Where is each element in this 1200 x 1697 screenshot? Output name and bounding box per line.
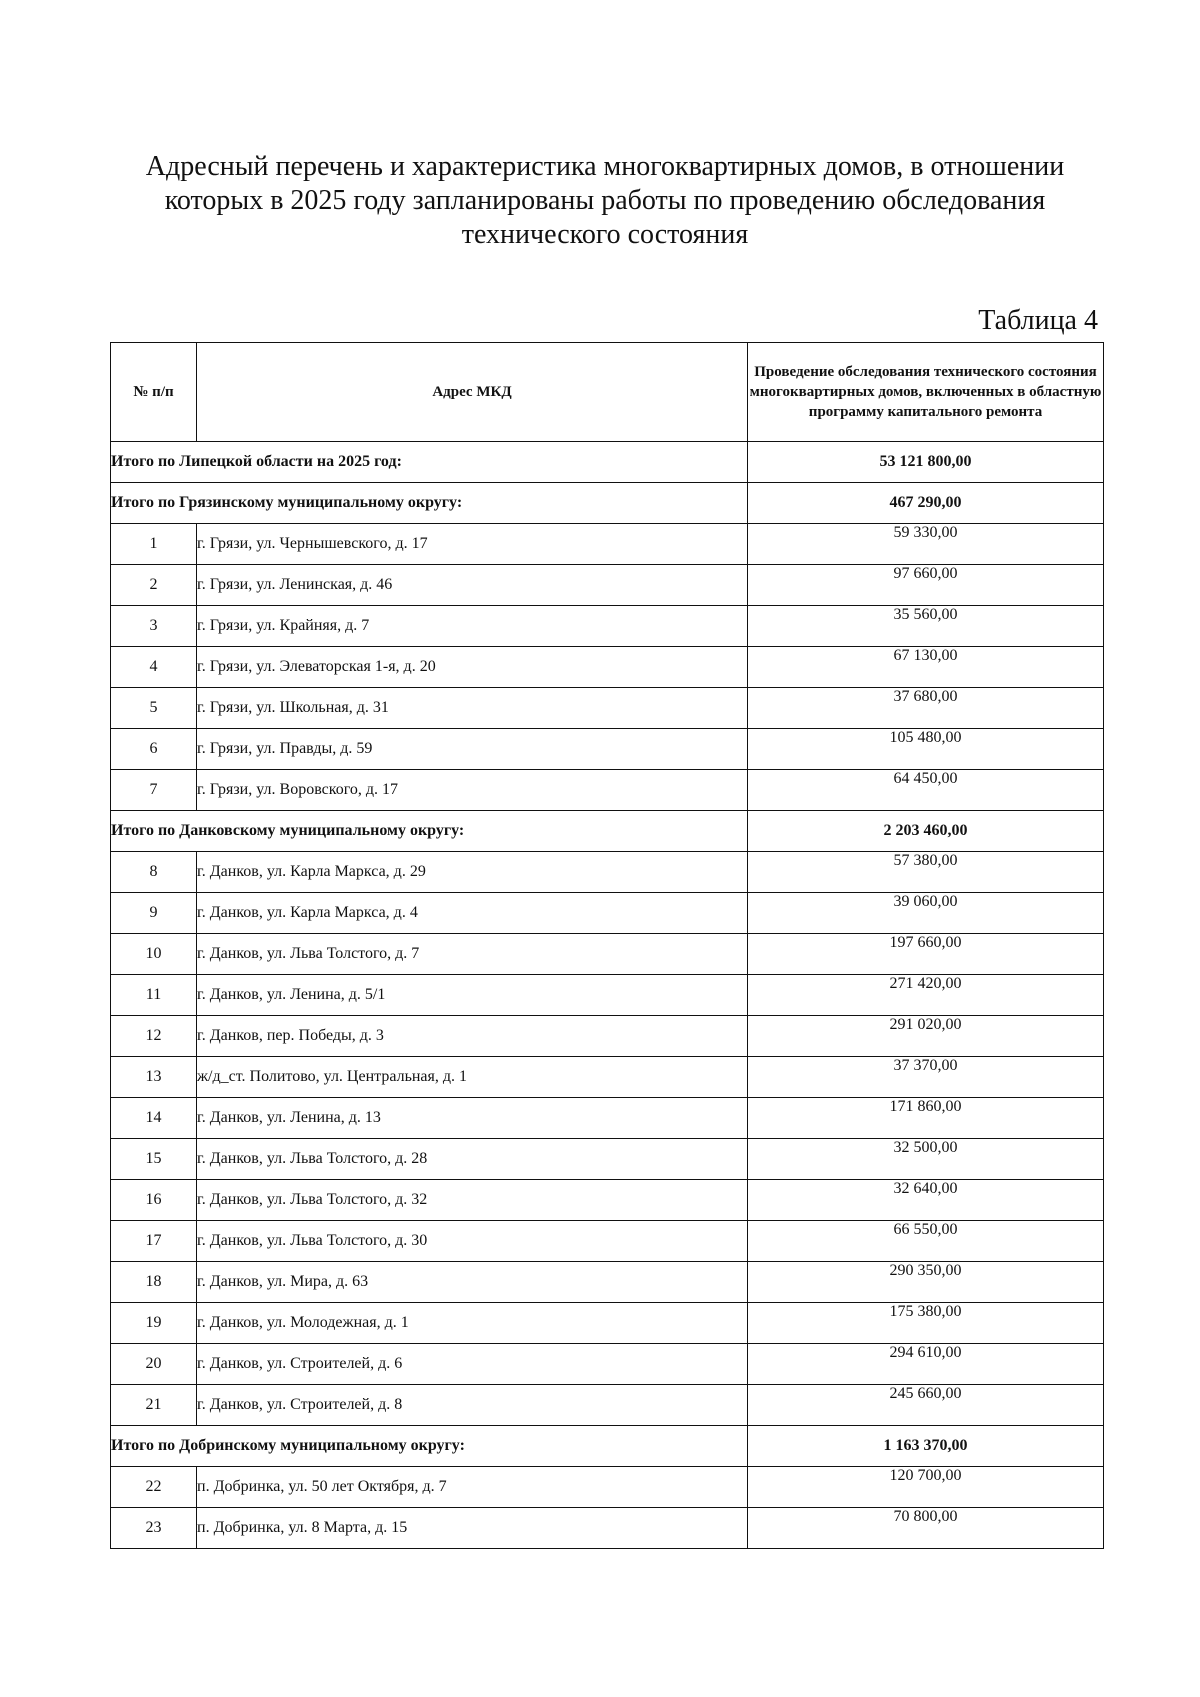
total-value: 53 121 800,00 (748, 442, 1104, 483)
group-total-row (111, 1426, 1104, 1467)
table-row (111, 647, 1104, 688)
row-value: 171 860,00 (748, 1098, 1104, 1139)
row-num: 19 (111, 1303, 197, 1344)
table-row (111, 1303, 1104, 1344)
table-row (111, 893, 1104, 934)
row-address: п. Добринка, ул. 50 лет Октября, д. 7 (197, 1467, 748, 1508)
row-address: г. Грязи, ул. Крайняя, д. 7 (197, 606, 748, 647)
houses-table (110, 342, 1104, 1549)
row-address: г. Данков, ул. Строителей, д. 8 (197, 1385, 748, 1426)
row-address: г. Грязи, ул. Чернышевского, д. 17 (197, 524, 748, 565)
row-address: г. Данков, ул. Карла Маркса, д. 29 (197, 852, 748, 893)
row-num: 16 (111, 1180, 197, 1221)
row-value: 120 700,00 (748, 1467, 1104, 1508)
row-num: 18 (111, 1262, 197, 1303)
table-row (111, 524, 1104, 565)
table-row (111, 1467, 1104, 1508)
group-total-value: 2 203 460,00 (748, 811, 1104, 852)
row-num: 14 (111, 1098, 197, 1139)
row-address: п. Добринка, ул. 8 Марта, д. 15 (197, 1508, 748, 1549)
table-row (111, 1508, 1104, 1549)
row-num: 3 (111, 606, 197, 647)
row-num: 4 (111, 647, 197, 688)
title-line: технического состояния (461, 219, 749, 250)
row-address: ж/д_ст. Политово, ул. Центральная, д. 1 (197, 1057, 748, 1098)
group-total-label: Итого по Добринскому муниципальному округу: (111, 1426, 748, 1467)
row-num: 20 (111, 1344, 197, 1385)
row-value: 59 330,00 (748, 524, 1104, 565)
row-num: 12 (111, 1016, 197, 1057)
total-label: Итого по Липецкой области на 2025 год: (111, 442, 748, 483)
row-address: г. Данков, ул. Ленина, д. 13 (197, 1098, 748, 1139)
table-row (111, 1139, 1104, 1180)
row-address: г. Грязи, ул. Ленинская, д. 46 (197, 565, 748, 606)
table-row (111, 975, 1104, 1016)
row-address: г. Грязи, ул. Воровского, д. 17 (197, 770, 748, 811)
row-value: 245 660,00 (748, 1385, 1104, 1426)
group-total-label: Итого по Грязинскому муниципальному округу: (111, 483, 748, 524)
row-value: 37 680,00 (748, 688, 1104, 729)
row-num: 9 (111, 893, 197, 934)
table-header-row (111, 343, 1104, 442)
row-address: г. Данков, ул. Льва Толстого, д. 30 (197, 1221, 748, 1262)
table-row (111, 852, 1104, 893)
row-value: 70 800,00 (748, 1508, 1104, 1549)
row-address: г. Данков, ул. Молодежная, д. 1 (197, 1303, 748, 1344)
document-title (100, 150, 1110, 252)
row-num: 7 (111, 770, 197, 811)
row-address: г. Грязи, ул. Школьная, д. 31 (197, 688, 748, 729)
row-value: 66 550,00 (748, 1221, 1104, 1262)
table-row (111, 1057, 1104, 1098)
group-total-row (111, 483, 1104, 524)
group-total-row (111, 811, 1104, 852)
title-line: которых в 2025 году запланированы работы по проведению обследования (164, 185, 1046, 216)
row-value: 175 380,00 (748, 1303, 1104, 1344)
header-value: Проведение обследования технического состояния многоквартирных домов, включенных в областную программу капитального ремонта (748, 343, 1104, 442)
row-value: 290 350,00 (748, 1262, 1104, 1303)
table-row (111, 1016, 1104, 1057)
row-value: 57 380,00 (748, 852, 1104, 893)
row-address: г. Данков, ул. Льва Толстого, д. 28 (197, 1139, 748, 1180)
row-value: 197 660,00 (748, 934, 1104, 975)
row-num: 1 (111, 524, 197, 565)
row-value: 32 640,00 (748, 1180, 1104, 1221)
total-row (111, 442, 1104, 483)
table-row (111, 688, 1104, 729)
row-num: 5 (111, 688, 197, 729)
row-address: г. Грязи, ул. Правды, д. 59 (197, 729, 748, 770)
row-num: 6 (111, 729, 197, 770)
table-row (111, 1385, 1104, 1426)
row-address: г. Грязи, ул. Элеваторская 1-я, д. 20 (197, 647, 748, 688)
table-row (111, 1098, 1104, 1139)
row-num: 10 (111, 934, 197, 975)
row-num: 21 (111, 1385, 197, 1426)
row-value: 97 660,00 (748, 565, 1104, 606)
table-row (111, 565, 1104, 606)
table-row (111, 729, 1104, 770)
row-num: 13 (111, 1057, 197, 1098)
table-row (111, 1221, 1104, 1262)
row-value: 64 450,00 (748, 770, 1104, 811)
row-value: 67 130,00 (748, 647, 1104, 688)
table-body (111, 442, 1104, 1549)
header-address: Адрес МКД (197, 343, 748, 442)
row-address: г. Данков, ул. Ленина, д. 5/1 (197, 975, 748, 1016)
row-address: г. Данков, ул. Льва Толстого, д. 32 (197, 1180, 748, 1221)
row-value: 105 480,00 (748, 729, 1104, 770)
table-row (111, 770, 1104, 811)
row-value: 291 020,00 (748, 1016, 1104, 1057)
row-value: 35 560,00 (748, 606, 1104, 647)
row-value: 39 060,00 (748, 893, 1104, 934)
row-value: 294 610,00 (748, 1344, 1104, 1385)
group-total-label: Итого по Данковскому муниципальному округу: (111, 811, 748, 852)
table-row (111, 1262, 1104, 1303)
row-value: 37 370,00 (748, 1057, 1104, 1098)
title-line: Адресный перечень и характеристика многоквартирных домов, в отношении (145, 151, 1065, 182)
row-num: 15 (111, 1139, 197, 1180)
row-address: г. Данков, ул. Карла Маркса, д. 4 (197, 893, 748, 934)
row-address: г. Данков, ул. Строителей, д. 6 (197, 1344, 748, 1385)
row-address: г. Данков, ул. Льва Толстого, д. 7 (197, 934, 748, 975)
row-address: г. Данков, пер. Победы, д. 3 (197, 1016, 748, 1057)
row-num: 8 (111, 852, 197, 893)
row-num: 17 (111, 1221, 197, 1262)
table-label: Таблица 4 (978, 305, 1098, 336)
row-value: 32 500,00 (748, 1139, 1104, 1180)
row-value: 271 420,00 (748, 975, 1104, 1016)
row-num: 2 (111, 565, 197, 606)
table-row (111, 1180, 1104, 1221)
header-num: № п/п (111, 343, 197, 442)
row-num: 23 (111, 1508, 197, 1549)
group-total-value: 1 163 370,00 (748, 1426, 1104, 1467)
table-row (111, 606, 1104, 647)
group-total-value: 467 290,00 (748, 483, 1104, 524)
table-row (111, 1344, 1104, 1385)
table-row (111, 934, 1104, 975)
row-num: 11 (111, 975, 197, 1016)
row-address: г. Данков, ул. Мира, д. 63 (197, 1262, 748, 1303)
row-num: 22 (111, 1467, 197, 1508)
